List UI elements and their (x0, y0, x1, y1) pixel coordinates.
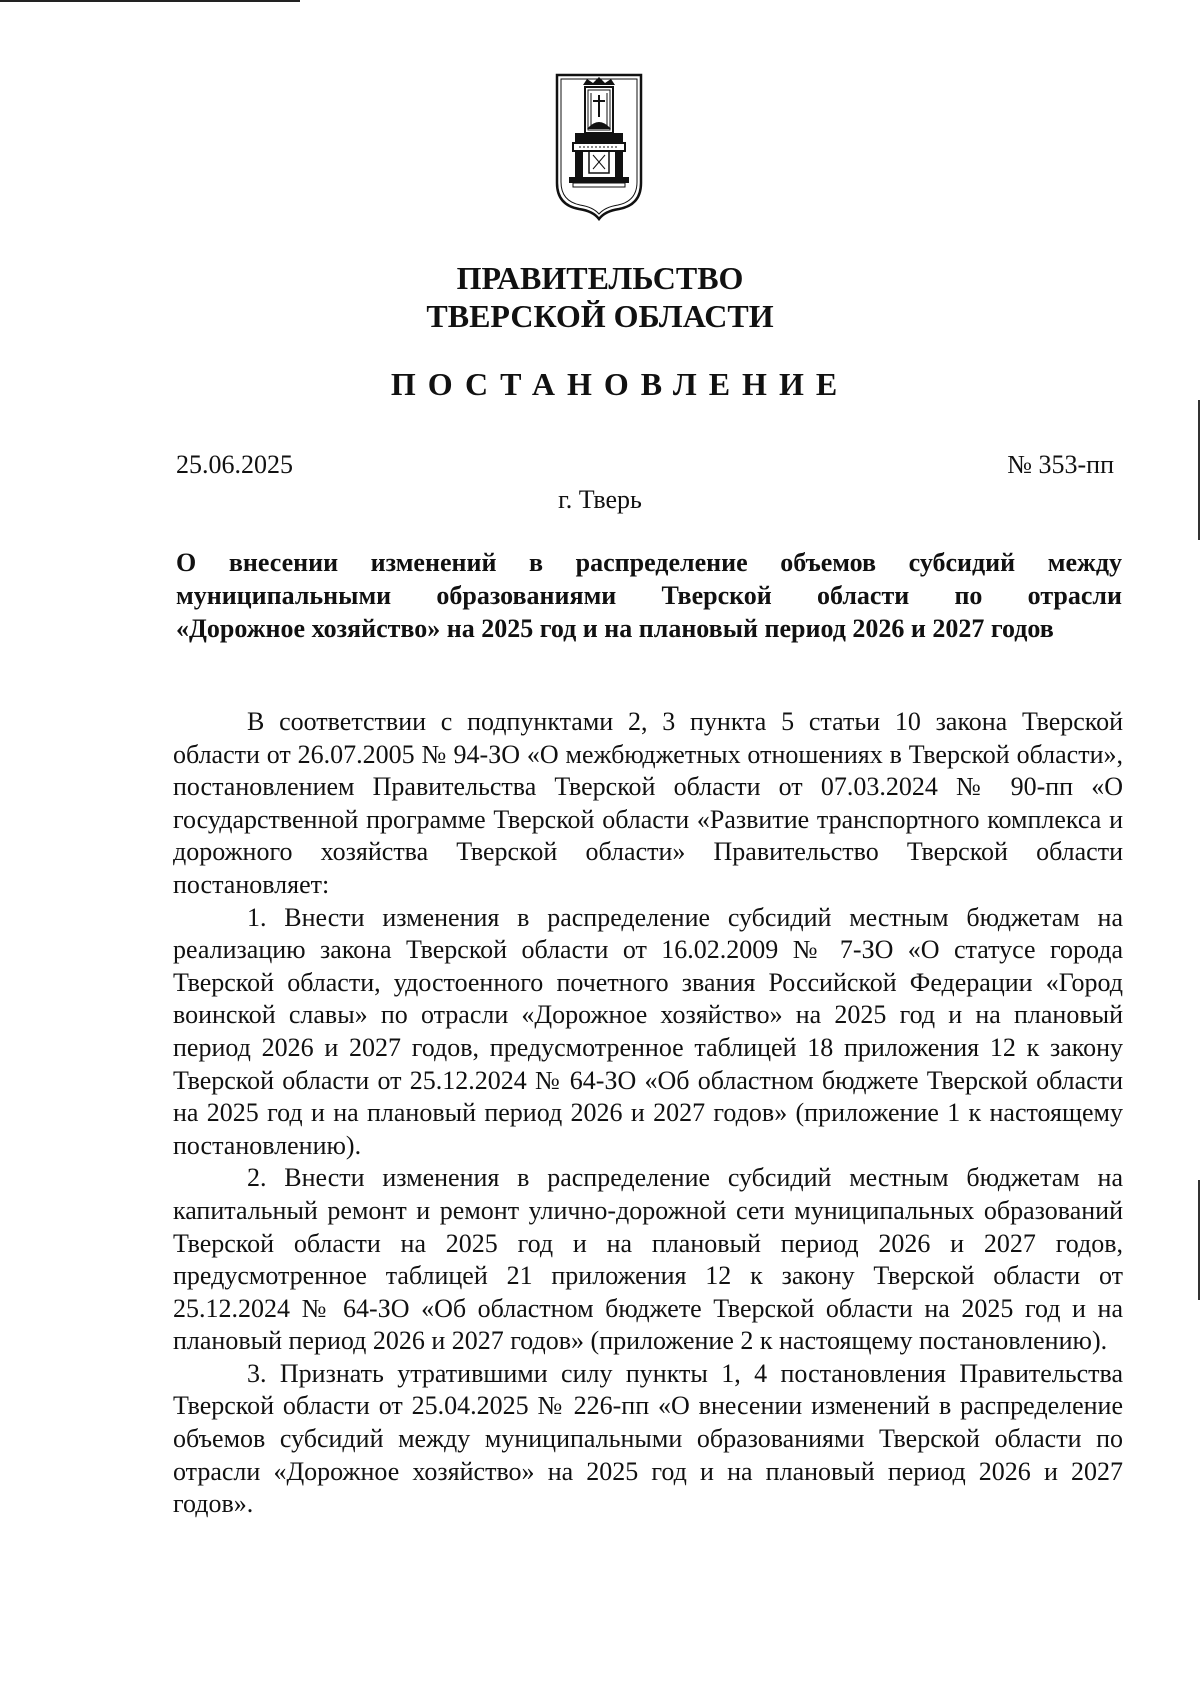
resolution-item-1: 1. Внести изменения в распределение субсидий местным бюджетам на реализацию закона Тверской области от 16.02.2009 № 7-ЗО «О статусе города Тверской области, удостоенного почетного звания Российской Федерации «Город воинской славы» по отрасли «Дорожное хозяйство» на 2025 год и на плановый период 2026 и 2027 годов, предусмотренное таблицей 18 приложения 12 к закону Тверской области от 25.12.2024 № 64-ЗО «Об областном бюджете Тверской области на 2025 год и на плановый период 2026 и 2027 годов» (приложение 1 к настоящему постановлению). (173, 902, 1123, 1160)
resolution-item-3: 3. Признать утратившими силу пункты 1, 4 постановления Правительства Тверской области от 25.04.2025 № 226-пп «О внесении изменений в распределение объемов субсидий между муниципальными образованиями Тверской области по отрасли «Дорожное хозяйство» на 2025 год и на плановый период 2026 и 2027 годов». (173, 1358, 1123, 1519)
document-title-line: «Дорожное хозяйство» на 2025 год и на плановый период 2026 и 2027 годов (176, 614, 1054, 643)
document-body (173, 706, 1123, 1521)
resolution-item-2: 2. Внести изменения в распределение субсидий местным бюджетам на капитальный ремонт и ремонт улично-дорожной сети муниципальных образований Тверской области на 2025 год и на плановый период 2026 и 2027 годов, предусмотренное таблицей 21 приложения 12 к закону Тверской области от 25.12.2024 № 64-ЗО «Об областном бюджете Тверской области на 2025 год и на плановый период 2026 и 2027 годов» (приложение 2 к настоящему постановлению). (173, 1163, 1123, 1356)
preamble-paragraph: В соответствии с подпунктами 2, 3 пункта 5 статьи 10 закона Тверской области от 26.07.2005 № 94-ЗО «О межбюджетных отношениях в Тверской области», постановлением Правительства Тверской области от 07.03.2024 № 90-пп «О государственной программе Тверской области «Развитие транспортного комплекса и дорожного хозяйства Тверской области» Правительство Тверской области постановляет: (173, 707, 1123, 899)
document-city: г. Тверь (558, 485, 642, 514)
scan-edge (0, 0, 300, 2)
document-title-line: муниципальными образованиями Тверской области по отрасли (176, 581, 1122, 610)
document-title-line: О внесении изменений в распределение объемов субсидий между (176, 548, 1122, 577)
document-title (176, 546, 1122, 645)
government-name-line2: ТВЕРСКОЙ ОБЛАСТИ (426, 298, 774, 334)
tver-coat-of-arms-icon (553, 71, 645, 221)
document-number: № 353-пп (1007, 450, 1114, 479)
document-date: 25.06.2025 (176, 450, 293, 479)
government-name-line1: ПРАВИТЕЛЬСТВО (456, 260, 744, 296)
document-type: ПОСТАНОВЛЕНИЕ (390, 366, 850, 402)
